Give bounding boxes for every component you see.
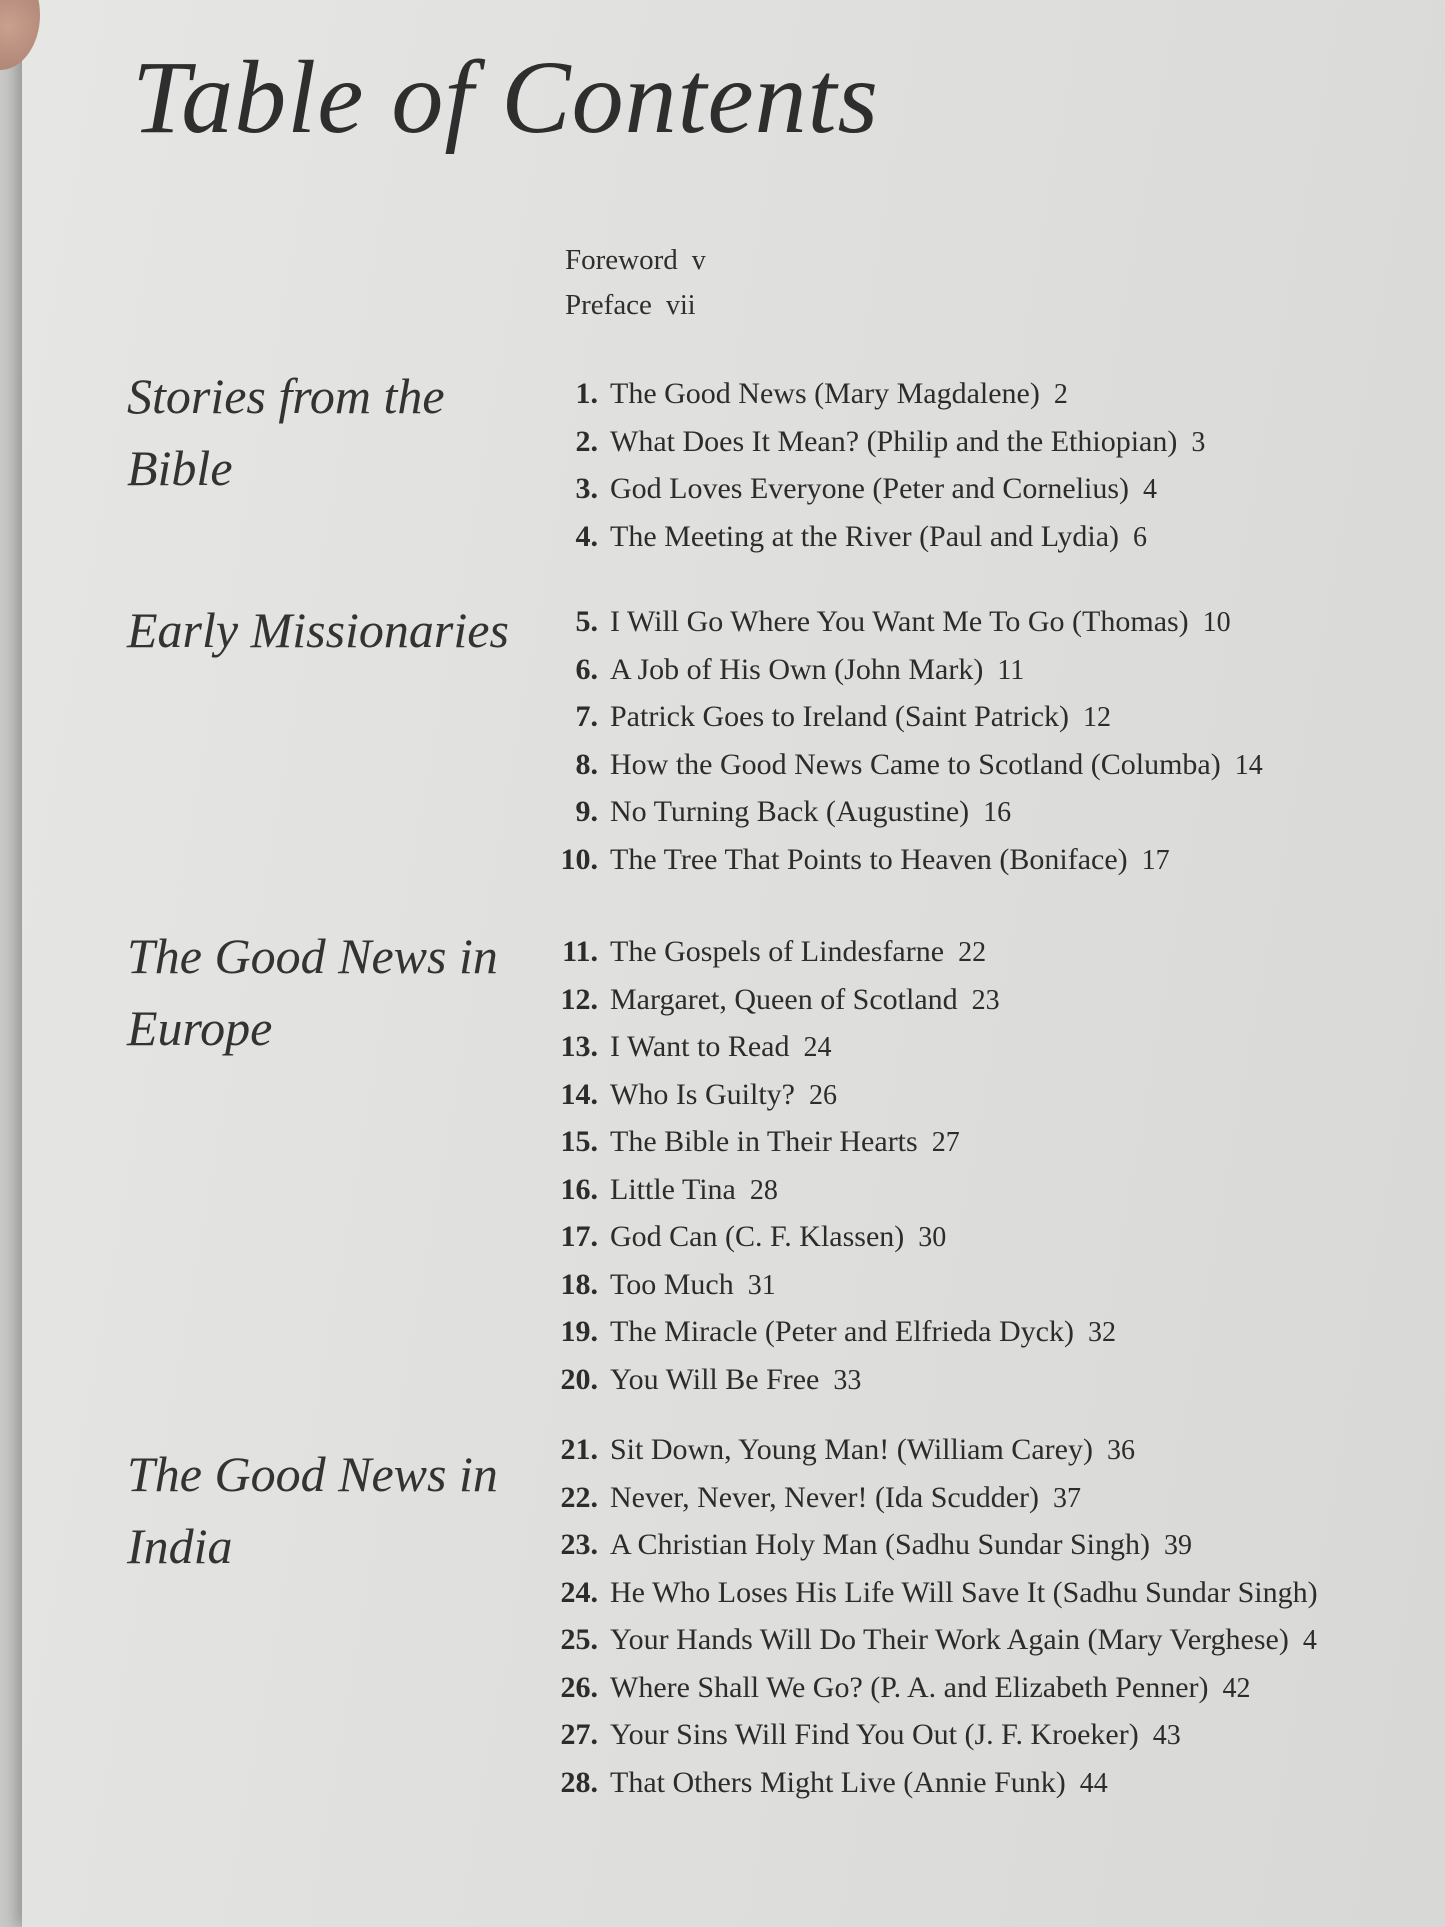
entry-page-number: 26: [808, 1079, 837, 1111]
entry-number: 21.: [560, 1433, 598, 1466]
front-matter-item: [565, 238, 706, 283]
entry-title: A Job of His Own (John Mark): [610, 652, 984, 686]
section-heading: The Good News in Europe: [127, 928, 498, 1056]
front-matter-page: vii: [665, 290, 696, 321]
entry-page-number: 6: [1133, 521, 1148, 553]
entry-page-number: 16: [983, 797, 1012, 828]
entry-title: The Gospels of Lindesfarne: [610, 935, 945, 968]
entry-number: 3.: [575, 472, 598, 505]
entry-title: Who Is Guilty?: [610, 1077, 795, 1111]
toc-entry[interactable]: [542, 836, 1263, 884]
toc-entry[interactable]: [542, 1474, 1332, 1522]
section-entries: [542, 598, 1263, 883]
entry-page-number: 17: [1141, 844, 1170, 876]
entry-page-number: 10: [1202, 607, 1231, 638]
toc-entry[interactable]: [542, 1261, 1116, 1309]
entry-page-number: 24: [803, 1032, 832, 1063]
entry-page-number: 37: [1053, 1482, 1082, 1514]
toc-entry[interactable]: [542, 1308, 1116, 1356]
entry-page-number: 33: [833, 1364, 862, 1396]
entry-title: I Will Go Where You Want Me To Go (Thomas): [610, 605, 1189, 638]
entry-page-number: 27: [931, 1127, 960, 1158]
front-matter-item: [565, 283, 706, 328]
section-entries: [542, 928, 1116, 1403]
entry-title: Too Much: [610, 1267, 734, 1301]
entry-page-number: 23: [971, 984, 1000, 1016]
entry-title: God Can (C. F. Klassen): [610, 1220, 905, 1253]
entry-page-number: 44: [1079, 1767, 1108, 1799]
entry-number: 18.: [560, 1267, 598, 1301]
entry-number: 20.: [560, 1362, 598, 1396]
section-heading: Early Missionaries: [127, 602, 509, 658]
entry-page-number: 12: [1083, 702, 1112, 733]
entry-title: He Who Loses His Life Will Save It (Sadhu Sundar Singh): [610, 1575, 1318, 1609]
entry-number: 5.: [575, 605, 598, 638]
entry-title: Sit Down, Young Man! (William Carey): [610, 1433, 1093, 1466]
entry-number: 1.: [575, 377, 598, 410]
entry-title: God Loves Everyone (Peter and Cornelius): [610, 472, 1130, 505]
entry-number: 15.: [560, 1125, 598, 1158]
entry-page-number: 31: [747, 1269, 776, 1301]
entry-number: 19.: [560, 1315, 598, 1348]
entry-title: No Turning Back (Augustine): [610, 795, 970, 828]
entry-number: 12.: [560, 982, 598, 1016]
toc-entry[interactable]: [542, 1118, 1116, 1166]
entry-number: 23.: [560, 1528, 598, 1561]
section-entries: [542, 370, 1205, 560]
entry-page-number: 42: [1222, 1672, 1251, 1704]
toc-entry[interactable]: [542, 598, 1263, 646]
toc-entry[interactable]: [542, 788, 1263, 836]
toc-entry[interactable]: [542, 1569, 1332, 1617]
page-title: Table of Contents: [132, 40, 880, 155]
toc-entry[interactable]: [542, 741, 1263, 789]
entry-page-number: 36: [1106, 1435, 1135, 1466]
toc-entry[interactable]: [542, 1023, 1116, 1071]
toc-entry[interactable]: [542, 1616, 1332, 1664]
entry-page-number: 3: [1191, 426, 1206, 458]
entry-title: You Will Be Free: [610, 1362, 820, 1396]
entry-number: 14.: [560, 1077, 598, 1111]
front-matter: [565, 238, 706, 328]
entry-title: The Good News (Mary Magdalene): [610, 377, 1040, 410]
entry-title: I Want to Read: [610, 1030, 790, 1063]
toc-entry[interactable]: [542, 1711, 1332, 1759]
toc-entry[interactable]: [542, 513, 1205, 561]
entry-page-number: 30: [918, 1222, 947, 1253]
toc-entry[interactable]: [542, 646, 1263, 694]
entry-title: How the Good News Came to Scotland (Columba): [610, 747, 1221, 781]
section-heading: Stories from the Bible: [127, 368, 445, 496]
entry-number: 13.: [560, 1030, 598, 1063]
entry-title: Never, Never, Never! (Ida Scudder): [610, 1480, 1040, 1514]
front-matter-label: Foreword: [565, 244, 678, 276]
entry-title: Margaret, Queen of Scotland: [610, 982, 958, 1016]
entry-page-number: 39: [1164, 1530, 1192, 1561]
entry-title: Your Hands Will Do Their Work Again (Mary Verghese): [610, 1623, 1289, 1656]
entry-number: 25.: [560, 1623, 598, 1656]
entry-number: 16.: [560, 1172, 598, 1206]
entry-number: 11.: [562, 935, 598, 968]
entry-page-number: 32: [1087, 1317, 1116, 1348]
entry-number: 8.: [575, 747, 598, 781]
entry-page-number: 4: [1143, 474, 1158, 505]
entry-title: Little Tina: [610, 1172, 736, 1206]
entry-title: The Bible in Their Hearts: [610, 1125, 918, 1158]
toc-entry[interactable]: [542, 1664, 1332, 1712]
entry-page-number: 14: [1234, 749, 1263, 781]
entry-title: A Christian Holy Man (Sadhu Sundar Singh): [610, 1528, 1150, 1561]
entry-title: Patrick Goes to Ireland (Saint Patrick): [610, 700, 1070, 733]
entry-number: 6.: [575, 652, 598, 686]
entry-title: Where Shall We Go? (P. A. and Elizabeth Penner): [610, 1670, 1209, 1704]
entry-page-number: 43: [1152, 1720, 1181, 1751]
toc-entry[interactable]: [542, 465, 1205, 513]
entry-title: The Miracle (Peter and Elfrieda Dyck): [610, 1315, 1074, 1348]
toc-entry[interactable]: [542, 693, 1263, 741]
entry-title: The Tree That Points to Heaven (Boniface): [610, 842, 1128, 876]
toc-entry[interactable]: [542, 1356, 1116, 1404]
toc-entry[interactable]: [542, 370, 1205, 418]
entry-number: 28.: [560, 1765, 598, 1799]
entry-title: What Does It Mean? (Philip and the Ethiopian): [610, 424, 1178, 458]
entry-number: 27.: [560, 1718, 598, 1751]
entry-page-number: 11: [997, 654, 1025, 686]
toc-entry[interactable]: [542, 928, 1116, 976]
entry-title: Your Sins Will Find You Out (J. F. Kroeker): [610, 1718, 1139, 1751]
toc-entry[interactable]: [542, 1213, 1116, 1261]
entry-page-number: 28: [749, 1174, 778, 1206]
entry-number: 24.: [560, 1575, 598, 1609]
toc-entry[interactable]: [542, 1426, 1332, 1474]
toc-entry[interactable]: [542, 1166, 1116, 1214]
toc-entry[interactable]: [542, 1759, 1332, 1807]
toc-entry[interactable]: [542, 1071, 1116, 1119]
section-entries: [542, 1426, 1332, 1806]
entry-page-number: 4: [1302, 1625, 1317, 1656]
entry-number: 26.: [560, 1670, 598, 1704]
entry-page-number: 22: [958, 937, 987, 968]
entry-title: The Meeting at the River (Paul and Lydia): [610, 519, 1120, 553]
entry-title: That Others Might Live (Annie Funk): [610, 1765, 1066, 1799]
entry-number: 17.: [560, 1220, 598, 1253]
entry-number: 10.: [560, 842, 598, 876]
entry-number: 7.: [575, 700, 598, 733]
section-heading: The Good News in India: [127, 1446, 498, 1574]
entry-number: 22.: [560, 1480, 598, 1514]
book-page: [22, 0, 1445, 1927]
toc-entry[interactable]: [542, 418, 1205, 466]
front-matter-page: v: [691, 245, 706, 276]
entry-number: 9.: [575, 795, 598, 828]
entry-number: 2.: [575, 424, 598, 458]
entry-number: 4.: [575, 519, 598, 553]
front-matter-label: Preface: [565, 289, 652, 321]
toc-entry[interactable]: [542, 1521, 1332, 1569]
entry-page-number: 2: [1053, 379, 1068, 410]
toc-entry[interactable]: [542, 976, 1116, 1024]
